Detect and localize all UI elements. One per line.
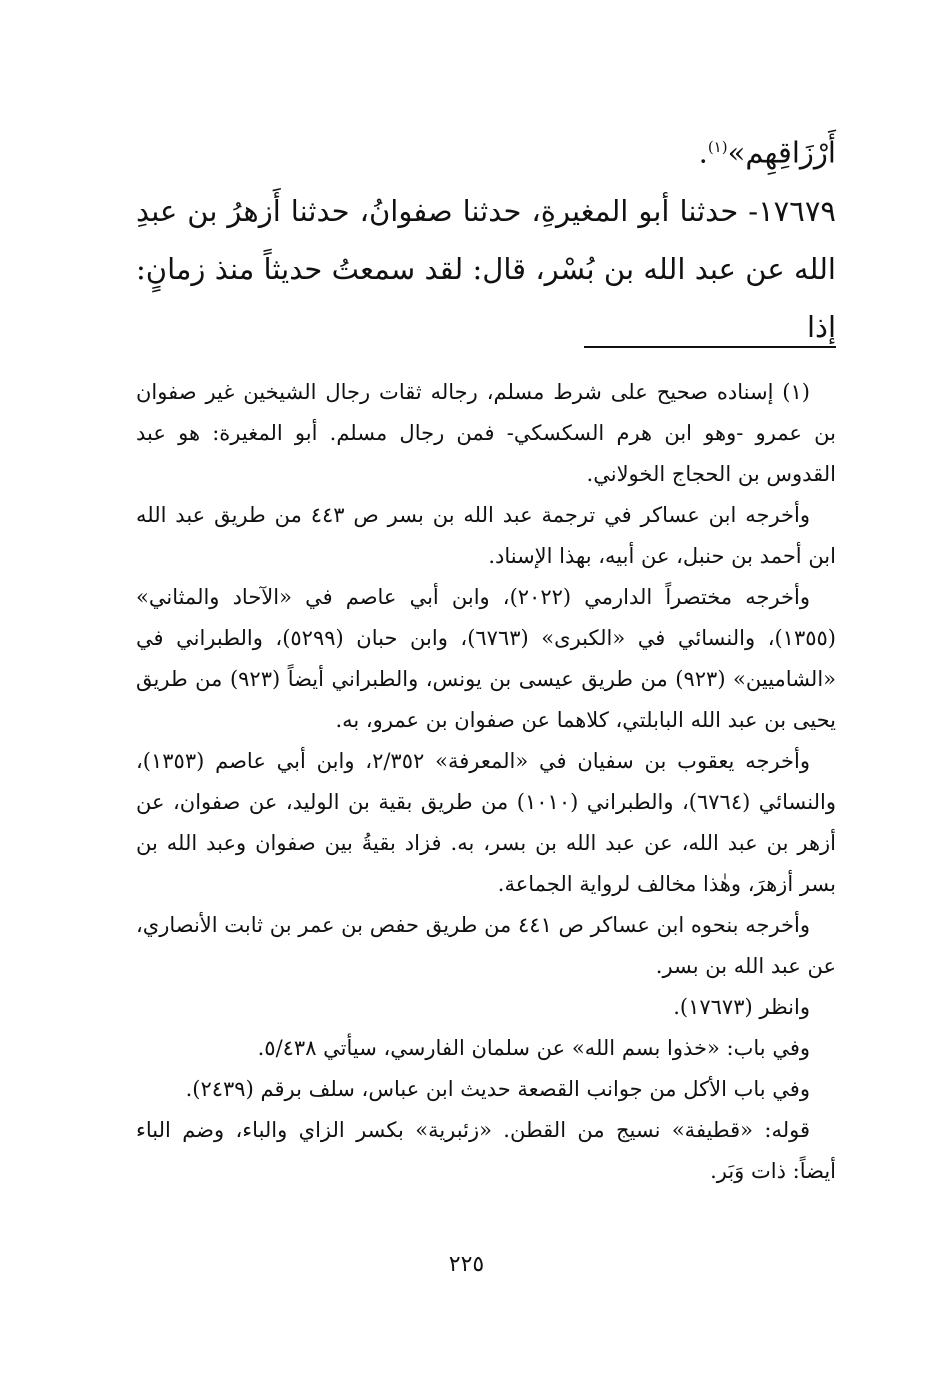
main-text-line [136,118,836,182]
footnote-paragraph: (١) إسناده صحيح على شرط مسلم، رجاله ثقات رجال الشيخين غير صفوان بن عمرو -وهو ابن هرم السكسكي- فمن رجال مسلم. أبو المغيرة: هو عبد القدوس بن الحجاج الخولاني. [136,380,836,486]
footnote-paragraph: وفي باب الأكل من جوانب القصعة حديث ابن عباس، سلف برقم (٢٤٣٩). [185,1077,810,1101]
footnote-paragraph: وأخرجه بنحوه ابن عساكر ص ٤٤١ من طريق حفص بن عمر بن ثابت الأنصاري، عن عبد الله بن بسر. [136,913,836,978]
footnote-paragraph: وأخرجه ابن عساكر في ترجمة عبد الله بن بسر ص ٤٤٣ من طريق عبد الله ابن أحمد بن حنبل، عن أبيه، بهذا الإسناد. [136,503,836,568]
footnote-paragraph: وأخرجه مختصراً الدارمي (٢٠٢٢)، وابن أبي عاصم في «الآحاد والمثاني» (١٣٥٥)، والنسائي في «الكبرى» (٦٧٦٣)، وابن حبان (٥٢٩٩)، والطبراني في «الشاميين» (٩٢٣) من طريق عيسى بن يونس، والطبراني أيضاً (٩٢٣) من طريق يحيى بن عبد الله البابلتي، كلاهما عن صفوان بن عمرو، به. [136,585,837,732]
footnotes [136,372,836,1192]
footnote-paragraph: وانظر (١٧٦٧٣). [673,995,810,1019]
main-text-period: . [698,135,708,170]
footnote-ref: (١) [707,138,728,156]
footnote-paragraph: وأخرجه يعقوب بن سفيان في «المعرفة» ٢/٣٥٢، وابن أبي عاصم (١٣٥٣)، والنسائي (٦٧٦٤)، والطبراني (١٠١٠) من طريق بقية بن الوليد، عن صفوان، عن أزهر بن عبد الله، عن عبد الله بن بسر، به. فزاد بقيةُ بين صفوان وعبد الله بن بسر أزهرَ، وهٰذا مخالف لرواية الجماعة. [136,749,836,896]
footnote-divider [584,346,836,348]
main-text [136,118,836,356]
page-number: ٢٢٥ [448,1252,485,1277]
footnote-paragraph: قوله: «قطيفة» نسيج من القطن. «زئبرية» بكسر الزاي والباء، وضم الباء أيضاً: ذات وَبَر. [136,1118,836,1183]
hadith-paragraph: ١٧٦٧٩- حدثنا أبو المغيرةِ، حدثنا صفوانُ، حدثنا أَزهرُ بن عبدِ الله عن عبد الله بن بُسْر، قال: لقد سمعتُ حديثاً منذ زمانٍ: إذا [136,193,836,344]
hadith-end-text: أَرْزَاقِهِم» [727,135,836,170]
footnote-paragraph: وفي باب: «خذوا بسم الله» عن سلمان الفارسي، سيأتي ٥/٤٣٨. [257,1036,810,1060]
